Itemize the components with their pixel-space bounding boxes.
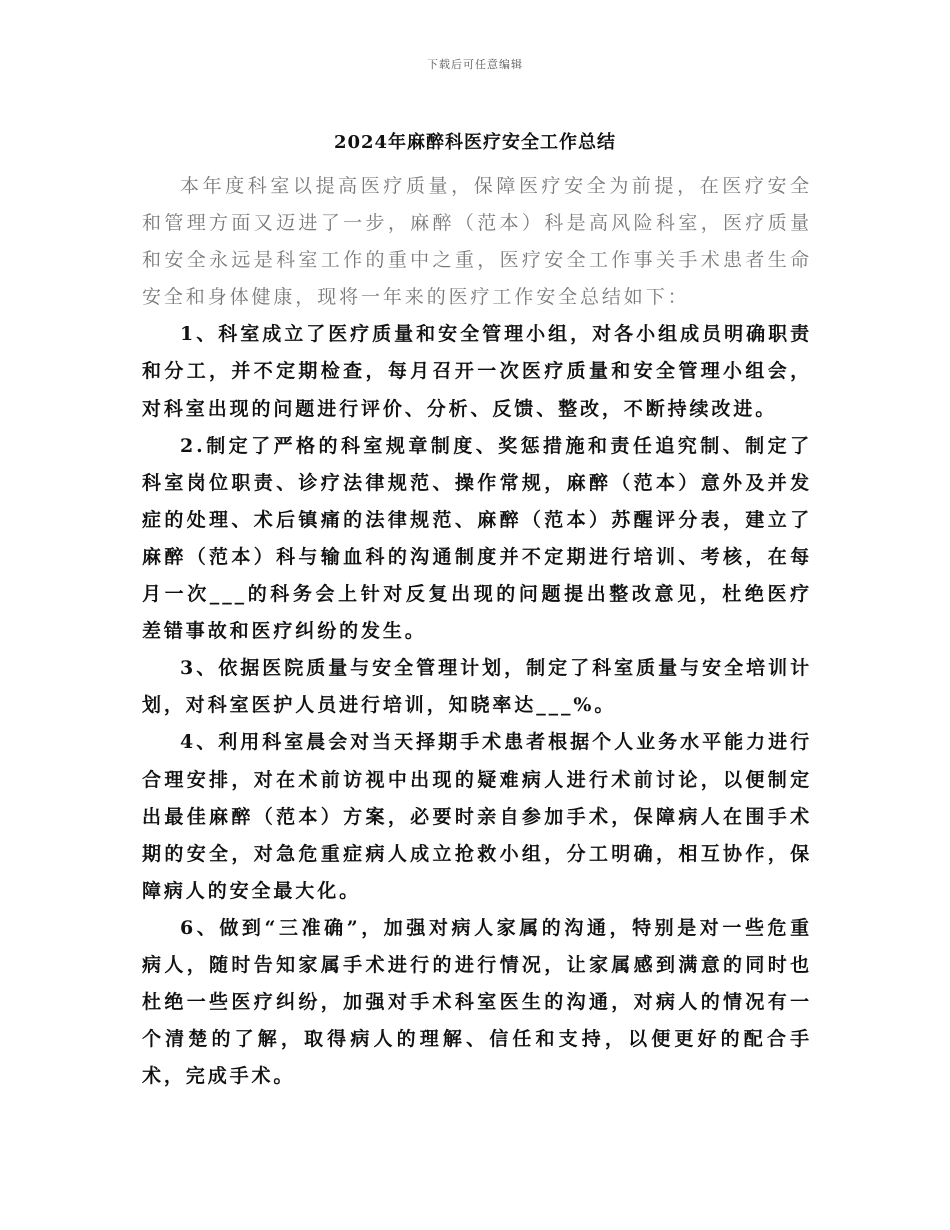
paragraph-item-3: 3、依据医院质量与安全管理计划，制定了科室质量与安全培训计划，对科室医护人员进行培训，知晓率达___%。 xyxy=(142,657,812,717)
paragraph-item-1: 1、科室成立了医疗质量和安全管理小组，对各小组成员明确职责和分工，并不定期检查，每月召开一次医疗质量和安全管理小组会，对科室出现的问题进行评价、分析、反馈、整改，不断持续改进。 xyxy=(142,323,812,420)
intro-paragraph: 本年度科室以提高医疗质量，保障医疗安全为前提，在医疗安全和管理方面又迈进了一步，麻醉（范本）科是高风险科室，医疗质量和安全永远是科室工作的重中之重，医疗安全工作事关手术患者生命安全和身体健康，现将一年来的医疗工作安全总结如下： xyxy=(142,175,812,309)
header-note: 下载后可任意编辑 xyxy=(427,58,523,71)
document-body xyxy=(142,168,812,1095)
paragraph-item-6: 6、做到“三准确”，加强对病人家属的沟通，特别是对一些危重病人，随时告知家属手术进行的进行情况，让家属感到满意的同时也杜绝一些医疗纠纷，加强对手术科室医生的沟通，对病人的情况有一个清楚的了解，取得病人的理解、信任和支持，以便更好的配合手术，完成手术。 xyxy=(142,916,812,1088)
document-title: 2024年麻醉科医疗安全工作总结 xyxy=(333,132,617,153)
paragraph-item-4: 4、利用科室晨会对当天择期手术患者根据个人业务水平能力进行合理安排，对在术前访视中出现的疑难病人进行术前讨论，以便制定出最佳麻醉（范本）方案，必要时亲自参加手术，保障病人在围手术期的安全，对急危重症病人成立抢救小组，分工明确，相互协作，保障病人的安全最大化。 xyxy=(142,731,812,902)
paragraph-item-2: 2.制定了严格的科室规章制度、奖惩措施和责任追究制、制定了科室岗位职责、诊疗法律规范、操作常规，麻醉（范本）意外及并发症的处理、术后镇痛的法律规范、麻醉（范本）苏醒评分表，建立了麻醉（范本）科与输血科的沟通制度并不定期进行培训、考核，在每月一次___的科务会上针对反复出现的问题提出整改意见，杜绝医疗差错事故和医疗纠纷的发生。 xyxy=(142,434,812,643)
